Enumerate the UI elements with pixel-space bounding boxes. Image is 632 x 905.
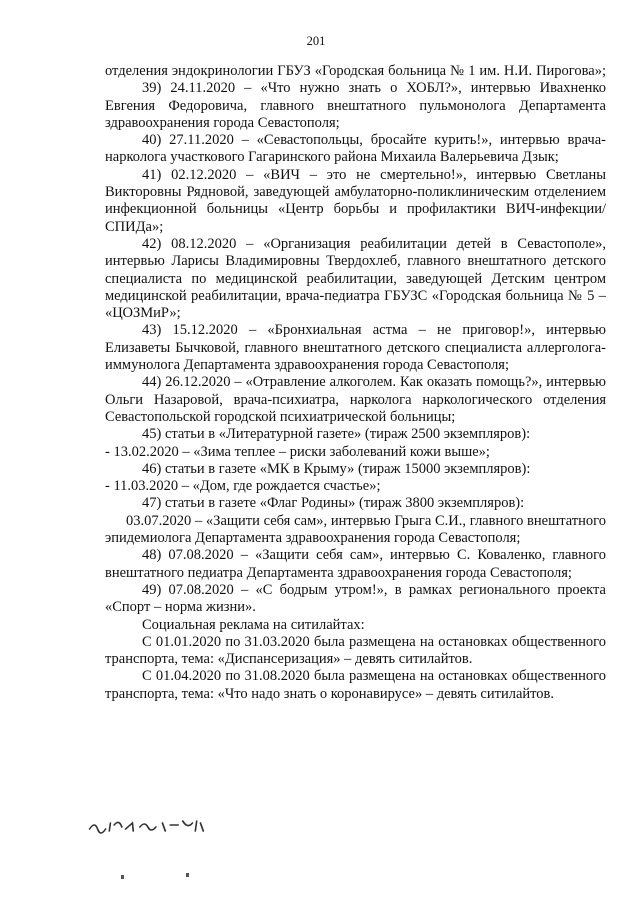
sub-item-45-article: - 13.02.2020 – «Зима теплее – риски заболеваний кожи выше»; bbox=[105, 443, 490, 460]
section-heading-citylights: Социальная реклама на ситилайтах: bbox=[142, 616, 365, 633]
list-item-44: 44) 26.12.2020 – «Отравление алкоголем. Как оказать помощь?», интервью Ольги Назаровой, врача-психиатра, нарколога наркологического отделения Севастопольской городской психиатрической больницы; bbox=[105, 374, 606, 425]
list-item-40: 40) 27.11.2020 – «Севастопольцы, бросайте курить!», интервью врача-нарколога участкового Гагаринского района Михаила Валерьевича Дзык; bbox=[105, 132, 606, 166]
sub-item-46-article: - 11.03.2020 – «Дом, где рождается счастье»; bbox=[105, 478, 381, 495]
list-item-46: 46) статьи в газете «МК в Крыму» (тираж 15000 экземпляров): bbox=[142, 460, 531, 477]
citylight-campaign-1: С 01.01.2020 по 31.03.2020 была размещена на остановках общественного транспорта, тема: «Диспансеризация» – девять ситилайтов. bbox=[105, 633, 606, 668]
scan-speck bbox=[186, 873, 189, 877]
list-item-42: 42) 08.12.2020 – «Организация реабилитации детей в Севастополе», интервью Ларисы Владимировны Твердохлеб, главного внештатного детского специалиста по медицинской реабилитации, заведующей Детским центром медицинской реабилитации, врача-педиатра ГБУЗС «Городская больница № 5 – «ЦОЗМиР»; bbox=[105, 235, 606, 322]
list-item-49: 49) 07.08.2020 – «С бодрым утром!», в рамках регионального проекта «Спорт – норма жизни». bbox=[105, 581, 606, 616]
list-item-43: 43) 15.12.2020 – «Бронхиальная астма – не приговор!», интервью Елизаветы Бычковой, главного внештатного детского специалиста аллерголога-иммунолога Департамента здравоохранения города Севастополя; bbox=[105, 322, 606, 374]
list-item-48: 48) 07.08.2020 – «Защити себя сам», интервью С. Коваленко, главного внештатного педиатра Департамента здравоохранения города Севастополя; bbox=[105, 547, 606, 581]
handwritten-mark bbox=[86, 815, 209, 837]
paragraph-continuation: отделения эндокринологии ГБУЗ «Городская больница № 1 им. Н.И. Пирогова»; bbox=[105, 63, 606, 79]
document-body bbox=[105, 63, 606, 703]
citylight-campaign-2: С 01.04.2020 по 31.08.2020 была размещена на остановках общественного транспорта, тема: «Что надо знать о коронавирусе» – девять ситилайтов. bbox=[105, 668, 606, 702]
list-item-47: 47) статьи в газете «Флаг Родины» (тираж 3800 экземпляров): bbox=[142, 495, 525, 512]
list-item-45: 45) статьи в «Литературной газете» (тираж 2500 экземпляров): bbox=[142, 426, 531, 443]
sub-item-47-article: 03.07.2020 – «Защити себя сам», интервью Грыга С.И., главного внештатного эпидемиолога Департамента здравоохранения города Севастополя; bbox=[105, 512, 606, 547]
list-item-41: 41) 02.12.2020 – «ВИЧ – это не смертельно!», интервью Светланы Викторовны Рядновой, заведующей амбулаторно-поликлиническим отделением инфекционной больницы «Центр борьбы и профилактики ВИЧ-инфекции/СПИДа»; bbox=[105, 166, 606, 235]
page-number: 201 bbox=[306, 34, 326, 48]
list-item-39: 39) 24.11.2020 – «Что нужно знать о ХОБЛ?», интервью Ивахненко Евгения Федоровича, главного внештатного пульмонолога Департамента здравоохранения города Севастополя; bbox=[105, 80, 606, 131]
scan-speck bbox=[121, 875, 124, 879]
